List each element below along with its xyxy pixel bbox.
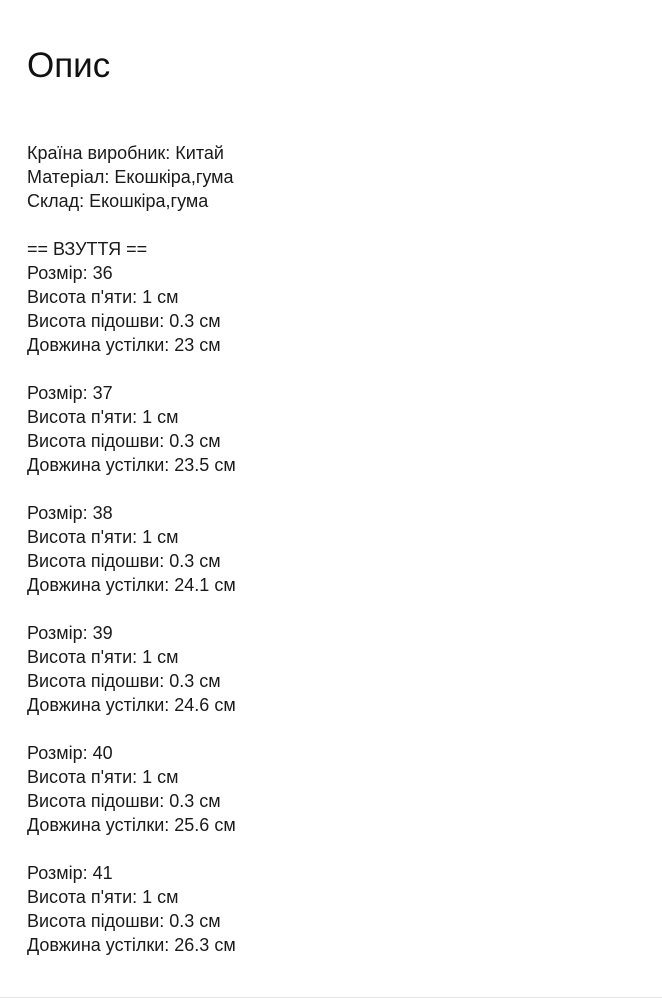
product-description: [27, 141, 642, 957]
sole-height: Висота підошви: 0.3 см: [27, 431, 221, 451]
spacer: [27, 213, 642, 237]
section-header: == ВЗУТТЯ ==: [27, 239, 148, 259]
size-block-39: [27, 621, 642, 717]
size-block-38: [27, 501, 642, 597]
insole-length: Довжина устілки: 26.3 см: [27, 935, 236, 955]
country-of-origin: Країна виробник: Китай: [27, 143, 224, 163]
heel-height: Висота п'яти: 1 см: [27, 647, 179, 667]
size-label: Розмір: 36: [27, 263, 113, 283]
size-label: Розмір: 40: [27, 743, 113, 763]
size-block-40: [27, 741, 642, 837]
insole-length: Довжина устілки: 23.5 см: [27, 455, 236, 475]
spacer: [27, 717, 642, 741]
composition: Склад: Екошкіра,гума: [27, 191, 209, 211]
size-block-36: [27, 261, 642, 357]
sole-height: Висота підошви: 0.3 см: [27, 911, 221, 931]
spacer: [27, 597, 642, 621]
spacer: [27, 837, 642, 861]
size-label: Розмір: 39: [27, 623, 113, 643]
sole-height: Висота підошви: 0.3 см: [27, 791, 221, 811]
heel-height: Висота п'яти: 1 см: [27, 527, 179, 547]
size-label: Розмір: 41: [27, 863, 113, 883]
sole-height: Висота підошви: 0.3 см: [27, 311, 221, 331]
material: Матеріал: Екошкіра,гума: [27, 167, 234, 187]
insole-length: Довжина устілки: 24.6 см: [27, 695, 236, 715]
size-label: Розмір: 37: [27, 383, 113, 403]
size-label: Розмір: 38: [27, 503, 113, 523]
size-block-37: [27, 381, 642, 477]
spacer: [27, 357, 642, 381]
size-block-41: [27, 861, 642, 957]
insole-length: Довжина устілки: 25.6 см: [27, 815, 236, 835]
heel-height: Висота п'яти: 1 см: [27, 767, 179, 787]
insole-length: Довжина устілки: 23 см: [27, 335, 221, 355]
heel-height: Висота п'яти: 1 см: [27, 287, 179, 307]
insole-length: Довжина устілки: 24.1 см: [27, 575, 236, 595]
spacer: [27, 477, 642, 501]
heel-height: Висота п'яти: 1 см: [27, 407, 179, 427]
heel-height: Висота п'яти: 1 см: [27, 887, 179, 907]
sole-height: Висота підошви: 0.3 см: [27, 551, 221, 571]
sole-height: Висота підошви: 0.3 см: [27, 671, 221, 691]
page-title: Опис: [27, 46, 111, 85]
bottom-divider: [0, 997, 662, 998]
